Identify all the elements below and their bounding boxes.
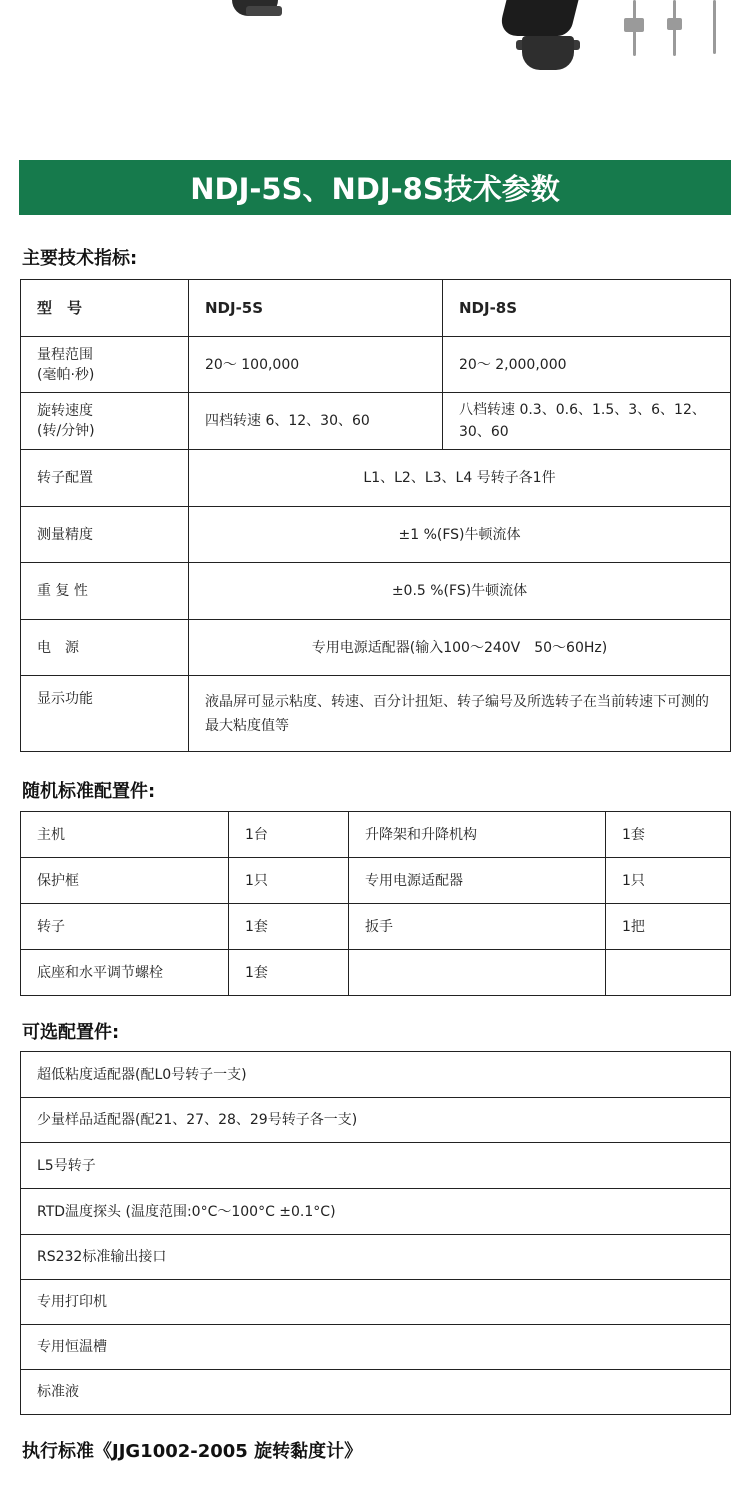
- model-ndj8s: NDJ-8S: [443, 280, 731, 337]
- part-qty: 1套: [229, 904, 349, 950]
- instrument-foot-cap: [246, 6, 282, 16]
- table-row: [21, 563, 731, 620]
- optional-item: 专用恒温槽: [21, 1325, 731, 1370]
- display-label: 显示功能: [21, 676, 189, 752]
- part-qty: 1只: [606, 858, 731, 904]
- speed-label: [21, 393, 189, 450]
- repeatability-label: 重 复 性: [21, 563, 189, 620]
- speed-ndj8s: 八档转速 0.3、0.6、1.5、3、6、12、30、60: [443, 393, 731, 450]
- power-value: 专用电源适配器(输入100～240V 50～60Hz): [189, 620, 731, 676]
- range-label-line2: (毫帕·秒): [37, 366, 95, 383]
- specs-table: [20, 279, 731, 752]
- optional-item: L5号转子: [21, 1143, 731, 1189]
- part-qty: 1把: [606, 904, 731, 950]
- banner-title: NDJ-5S、NDJ-8S技术参数: [19, 160, 731, 215]
- speed-ndj5s: 四档转速 6、12、30、60: [189, 393, 443, 450]
- rotor-l3-shaft: [713, 0, 716, 54]
- stand-foot: [522, 36, 574, 70]
- display-value: 液晶屏可显示粘度、转速、百分计扭矩、转子编号及所选转子在当前转速下可测的最大粘度值等: [189, 676, 731, 752]
- range-ndj5s: 20～ 100,000: [189, 337, 443, 393]
- optional-item: 标准液: [21, 1370, 731, 1415]
- part-name: 扳手: [349, 904, 606, 950]
- table-row: [21, 393, 731, 450]
- stand-arm: [498, 0, 579, 36]
- table-row: [21, 904, 731, 950]
- part-qty: 1套: [606, 812, 731, 858]
- table-row: [21, 337, 731, 393]
- optional-parts-section-title: 可选配置件:: [22, 1022, 120, 1043]
- table-row: [21, 812, 731, 858]
- part-qty: 1台: [229, 812, 349, 858]
- part-qty: 1套: [229, 950, 349, 996]
- table-row: [21, 280, 731, 337]
- rotor-label: 转子配置: [21, 450, 189, 507]
- model-ndj5s: NDJ-5S: [189, 280, 443, 337]
- standard-note: 执行标准《JJG1002-2005 旋转黏度计》: [22, 1441, 363, 1462]
- optional-parts-table: [20, 1051, 731, 1415]
- product-photo-fragment: [0, 0, 750, 80]
- table-row: [21, 1052, 731, 1098]
- optional-item: 专用打印机: [21, 1280, 731, 1325]
- model-label: 型 号: [21, 280, 189, 337]
- table-row: [21, 950, 731, 996]
- rotor-l1-disc: [624, 18, 644, 32]
- table-row: [21, 1325, 731, 1370]
- part-name: 专用电源适配器: [349, 858, 606, 904]
- repeatability-value: ±0.5 %(FS)牛顿流体: [189, 563, 731, 620]
- rotor-l2-disc: [667, 18, 682, 30]
- optional-item: 超低粘度适配器(配L0号转子一支): [21, 1052, 731, 1098]
- table-row: [21, 1235, 731, 1280]
- table-row: [21, 1280, 731, 1325]
- table-row: [21, 450, 731, 507]
- table-row: [21, 1370, 731, 1415]
- standard-parts-table: [20, 811, 731, 996]
- optional-item: 少量样品适配器(配21、27、28、29号转子各一支): [21, 1098, 731, 1143]
- part-name: 主机: [21, 812, 229, 858]
- table-row: [21, 507, 731, 563]
- part-name: 底座和水平调节螺栓: [21, 950, 229, 996]
- part-name: [349, 950, 606, 996]
- speed-label-line1: 旋转速度: [37, 403, 93, 419]
- table-row: [21, 676, 731, 752]
- accuracy-value: ±1 %(FS)牛顿流体: [189, 507, 731, 563]
- table-row: [21, 1189, 731, 1235]
- table-row: [21, 858, 731, 904]
- part-name: 保护框: [21, 858, 229, 904]
- accuracy-label: 测量精度: [21, 507, 189, 563]
- optional-item: RTD温度探头 (温度范围:0°C～100°C ±0.1°C): [21, 1189, 731, 1235]
- table-row: [21, 620, 731, 676]
- range-label-line1: 量程范围: [37, 346, 93, 363]
- standard-parts-section-title: 随机标准配置件:: [22, 781, 156, 802]
- part-qty: [606, 950, 731, 996]
- range-ndj8s: 20～ 2,000,000: [443, 337, 731, 393]
- rotor-value: L1、L2、L3、L4 号转子各1件: [189, 450, 731, 507]
- part-qty: 1只: [229, 858, 349, 904]
- table-row: [21, 1143, 731, 1189]
- range-label: [21, 337, 189, 393]
- optional-item: RS232标准输出接口: [21, 1235, 731, 1280]
- table-row: [21, 1098, 731, 1143]
- power-label: 电 源: [21, 620, 189, 676]
- part-name: 转子: [21, 904, 229, 950]
- part-name: 升降架和升降机构: [349, 812, 606, 858]
- speed-label-line2: (转/分钟): [37, 423, 95, 439]
- specs-section-title: 主要技术指标:: [22, 248, 138, 269]
